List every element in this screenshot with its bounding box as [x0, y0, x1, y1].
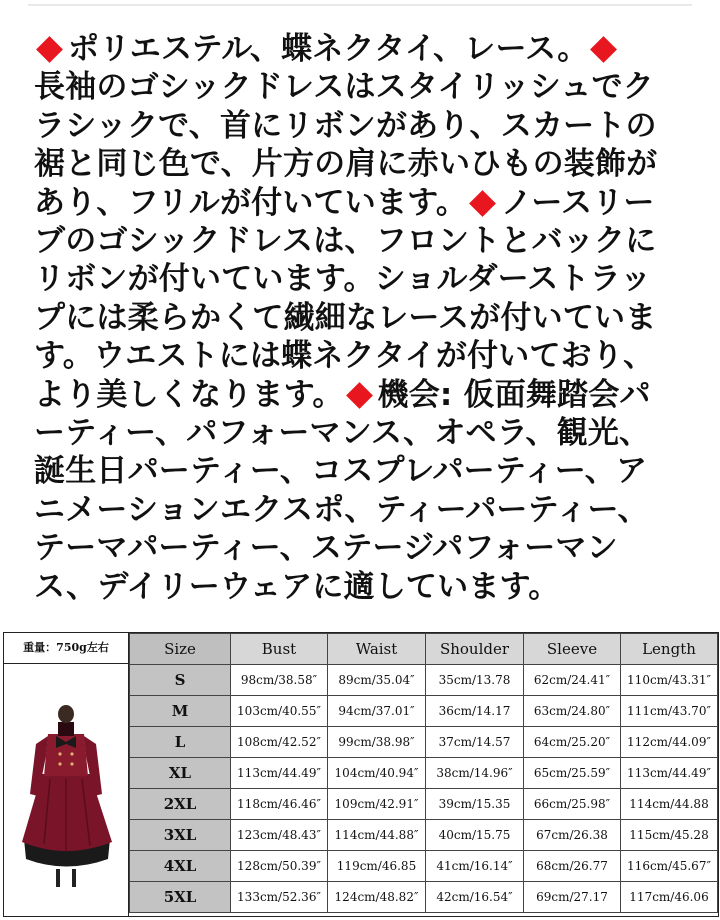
measurement-cell: 66cm/25.98″: [524, 789, 621, 820]
description-text: 誕生日パーティー、コスプレパーティー、ア: [34, 453, 648, 490]
measurement-cell: 113cm/44.49″: [621, 758, 718, 789]
description-text: 機会: 仮面舞踏会パ: [377, 376, 651, 413]
column-header: Bust: [231, 634, 328, 665]
product-description: [34, 30, 694, 606]
measurement-cell: 37cm/14.57: [426, 727, 524, 758]
description-line: [34, 107, 694, 145]
size-cell: 4XL: [130, 851, 231, 882]
measurement-cell: 64cm/25.20″: [524, 727, 621, 758]
description-line: [34, 30, 694, 68]
measurement-cell: 65cm/25.59″: [524, 758, 621, 789]
description-text: ノースリー: [501, 184, 655, 221]
measurement-cell: 117cm/46.06: [621, 882, 718, 913]
description-text: ニメーションエクスポ、ティーパーティー、: [34, 491, 649, 528]
measurement-cell: 35cm/13.78: [426, 665, 524, 696]
measurement-cell: 63cm/24.80″: [524, 696, 621, 727]
measurement-cell: 113cm/44.49″: [231, 758, 328, 789]
measurement-cell: 108cm/42.52″: [231, 727, 328, 758]
measurement-cell: 115cm/45.28: [621, 820, 718, 851]
description-text: ポリエステル、蝶ネクタイ、レース。: [68, 31, 589, 67]
measurement-cell: 98cm/38.58″: [231, 665, 328, 696]
red-diamond-icon: [36, 36, 63, 63]
description-line: [34, 184, 694, 222]
description-line: [34, 452, 694, 490]
description-line: [34, 414, 694, 452]
size-cell: 5XL: [130, 882, 231, 913]
description-line: [34, 376, 694, 414]
size-cell: 2XL: [130, 789, 231, 820]
column-header: Waist: [328, 634, 426, 665]
description-line: [34, 337, 694, 375]
description-text: プには柔らかくて繊細なレースが付いていま: [34, 299, 657, 336]
description-line: [34, 222, 694, 260]
table-row: [130, 882, 718, 913]
description-text: ーティー、パフォーマンス、オペラ、観光、: [34, 415, 651, 452]
measurement-cell: 118cm/46.46″: [231, 789, 328, 820]
measurement-cell: 112cm/44.09″: [621, 727, 718, 758]
measurement-cell: 128cm/50.39″: [231, 851, 328, 882]
measurement-cell: 40cm/15.75: [426, 820, 524, 851]
measurement-cell: 104cm/40.94″: [328, 758, 426, 789]
size-cell: M: [130, 696, 231, 727]
size-table: [129, 633, 718, 913]
size-cell: L: [130, 727, 231, 758]
description-text: す。ウエストには蝶ネクタイが付いており、: [34, 338, 655, 375]
description-text: より美しくなります。: [34, 376, 344, 413]
measurement-cell: 133cm/52.36″: [231, 882, 328, 913]
table-row: [130, 696, 718, 727]
column-header: Size: [130, 634, 231, 665]
column-header: Shoulder: [426, 634, 524, 665]
measurement-cell: 36cm/14.17: [426, 696, 524, 727]
measurement-cell: 114cm/44.88″: [328, 820, 426, 851]
measurement-cell: 62cm/24.41″: [524, 665, 621, 696]
description-text: 裾と同じ色で、片方の肩に赤いひもの装飾が: [34, 146, 658, 183]
measurement-cell: 89cm/35.04″: [328, 665, 426, 696]
description-line: [34, 260, 694, 298]
description-text: ス、デイリーウェアに適しています。: [34, 568, 560, 605]
measurement-cell: 94cm/37.01″: [328, 696, 426, 727]
measurement-cell: 119cm/46.85: [328, 851, 426, 882]
table-row: [130, 789, 718, 820]
measurement-cell: 123cm/48.43″: [231, 820, 328, 851]
description-text: リボンが付いています。ショルダーストラッ: [34, 261, 652, 298]
measurement-cell: 103cm/40.55″: [231, 696, 328, 727]
measurement-cell: 99cm/38.98″: [328, 727, 426, 758]
column-header: Length: [621, 634, 718, 665]
description-text: ブのゴシックドレスは、フロントとバックに: [34, 223, 657, 260]
description-line: [34, 68, 694, 106]
size-cell: XL: [130, 758, 231, 789]
top-divider: [28, 4, 692, 6]
measurement-cell: 68cm/26.77: [524, 851, 621, 882]
description-text: テーマパーティー、ステージパフォーマン: [34, 530, 618, 567]
red-diamond-icon: [591, 36, 618, 63]
weight-label: 重量：750g左右: [4, 633, 129, 664]
size-chart: [3, 632, 719, 917]
measurement-cell: 38cm/14.96″: [426, 758, 524, 789]
measurement-cell: 69cm/27.17: [524, 882, 621, 913]
measurement-cell: 39cm/15.35: [426, 789, 524, 820]
description-line: [34, 529, 694, 567]
measurement-cell: 114cm/44.88: [621, 789, 718, 820]
measurement-cell: 67cm/26.38: [524, 820, 621, 851]
size-cell: S: [130, 665, 231, 696]
description-line: [34, 299, 694, 337]
column-header: Sleeve: [524, 634, 621, 665]
red-diamond-icon: [469, 190, 496, 217]
table-row: [130, 851, 718, 882]
description-text: あり、フリルが付いています。: [34, 184, 468, 221]
measurement-cell: 124cm/48.82″: [328, 882, 426, 913]
table-header-row: [130, 634, 718, 665]
table-row: [130, 665, 718, 696]
description-line: [34, 568, 694, 606]
measurement-cell: 116cm/45.67″: [621, 851, 718, 882]
measurement-cell: 41cm/16.14″: [426, 851, 524, 882]
dress-photo: [4, 664, 129, 916]
table-row: [130, 758, 718, 789]
dress-image-icon: [4, 664, 128, 916]
table-row: [130, 820, 718, 851]
description-line: [34, 145, 694, 183]
table-row: [130, 727, 718, 758]
measurement-cell: 111cm/43.70″: [621, 696, 718, 727]
size-cell: 3XL: [130, 820, 231, 851]
measurement-cell: 42cm/16.54″: [426, 882, 524, 913]
measurement-cell: 110cm/43.31″: [621, 665, 718, 696]
description-line: [34, 491, 694, 529]
red-diamond-icon: [346, 382, 373, 409]
description-text: ラシックで、首にリボンがあり、スカートの: [34, 107, 657, 144]
description-text: 長袖のゴシックドレスはスタイリッシュでク: [34, 69, 654, 106]
measurement-cell: 109cm/42.91″: [328, 789, 426, 820]
